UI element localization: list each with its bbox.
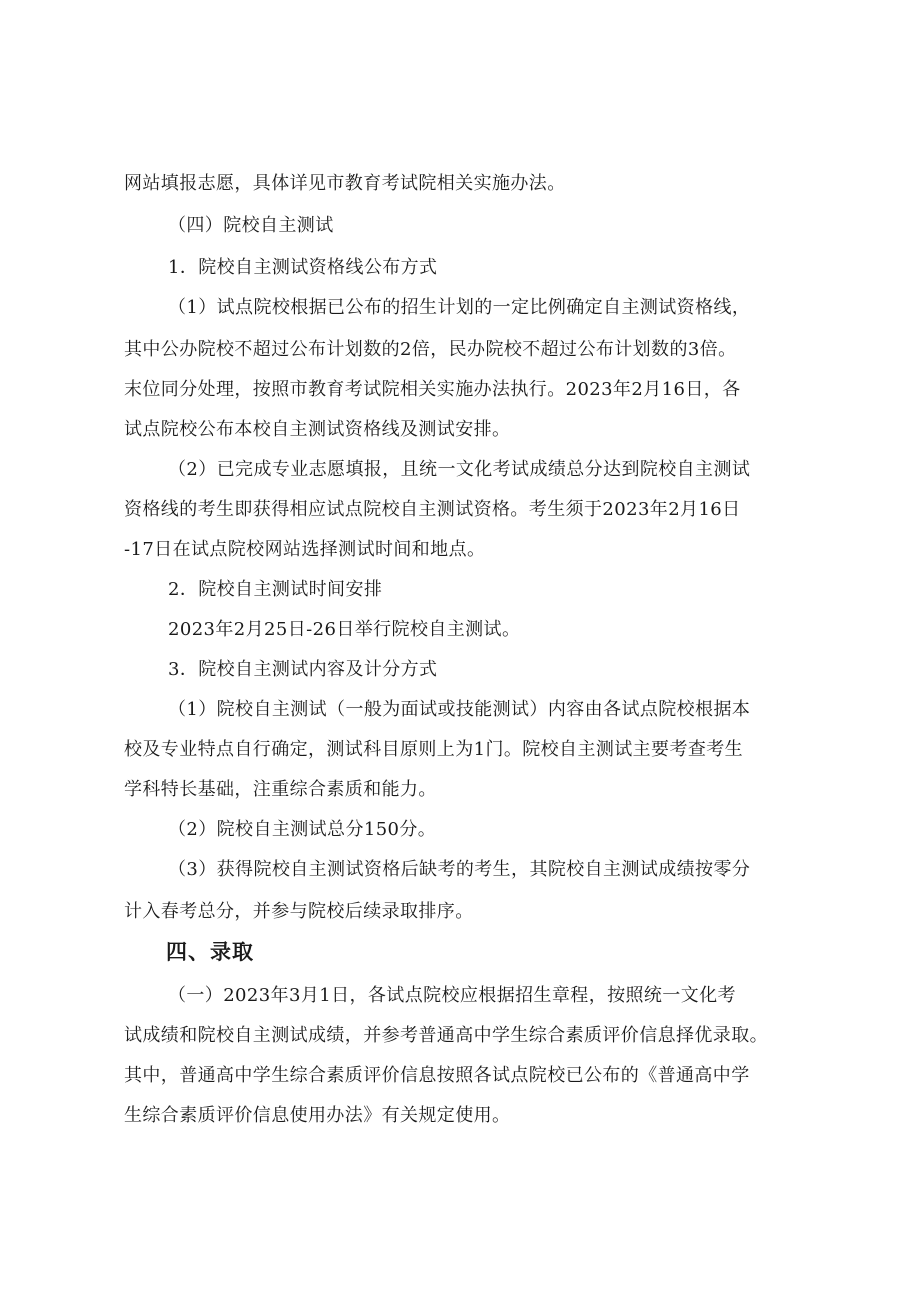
paragraph-line: （3）获得院校自主测试资格后缺考的考生，其院校自主测试成绩按零分 bbox=[168, 859, 751, 880]
paragraph-line: 学科特长基础，注重综合素质和能力。 bbox=[124, 779, 437, 800]
paragraph-line: 其中公办院校不超过公布计划数的2倍，民办院校不超过公布计划数的3倍。 bbox=[124, 339, 737, 360]
paragraph-line: （1）院校自主测试（一般为面试或技能测试）内容由各试点院校根据本 bbox=[168, 699, 751, 720]
paragraph-line: 生综合素质评价信息使用办法》有关规定使用。 bbox=[124, 1105, 511, 1126]
paragraph-line: 计入春考总分，并参与院校后续录取排序。 bbox=[124, 901, 474, 922]
paragraph-line: 网站填报志愿，具体详见市教育考试院相关实施办法。 bbox=[124, 173, 566, 194]
paragraph-line: （一）2023年3月1日，各试点院校应根据招生章程，按照统一文化考 bbox=[168, 985, 736, 1006]
paragraph-line: （2）已完成专业志愿填报，且统一文化考试成绩总分达到院校自主测试 bbox=[168, 459, 751, 480]
paragraph-line: （2）院校自主测试总分150分。 bbox=[168, 819, 437, 840]
paragraph-line: 末位同分处理，按照市教育考试院相关实施办法执行。2023年2月16日，各 bbox=[124, 379, 741, 400]
item-heading: 2．院校自主测试时间安排 bbox=[168, 579, 383, 600]
paragraph-line: 2023年2月25日-26日举行院校自主测试。 bbox=[168, 619, 521, 640]
section-subheading: （四）院校自主测试 bbox=[168, 215, 334, 236]
paragraph-line: 资格线的考生即获得相应试点院校自主测试资格。考生须于2023年2月16日 bbox=[124, 499, 741, 520]
paragraph-line: 校及专业特点自行确定，测试科目原则上为1门。院校自主测试主要考查考生 bbox=[124, 739, 744, 760]
item-heading: 3．院校自主测试内容及计分方式 bbox=[168, 659, 438, 680]
paragraph-line: （1）试点院校根据已公布的招生计划的一定比例确定自主测试资格线， bbox=[168, 297, 751, 318]
paragraph-line: -17日在试点院校网站选择测试时间和地点。 bbox=[124, 539, 486, 560]
item-heading: 1．院校自主测试资格线公布方式 bbox=[168, 257, 438, 278]
section-heading-admission: 四、录取 bbox=[166, 940, 254, 964]
paragraph-line: 其中，普通高中学生综合素质评价信息按照各试点院校已公布的《普通高中学 bbox=[124, 1065, 750, 1086]
paragraph-line: 试点院校公布本校自主测试资格线及测试安排。 bbox=[124, 419, 511, 440]
paragraph-line: 试成绩和院校自主测试成绩，并参考普通高中学生综合素质评价信息择优录取。 bbox=[124, 1025, 768, 1046]
